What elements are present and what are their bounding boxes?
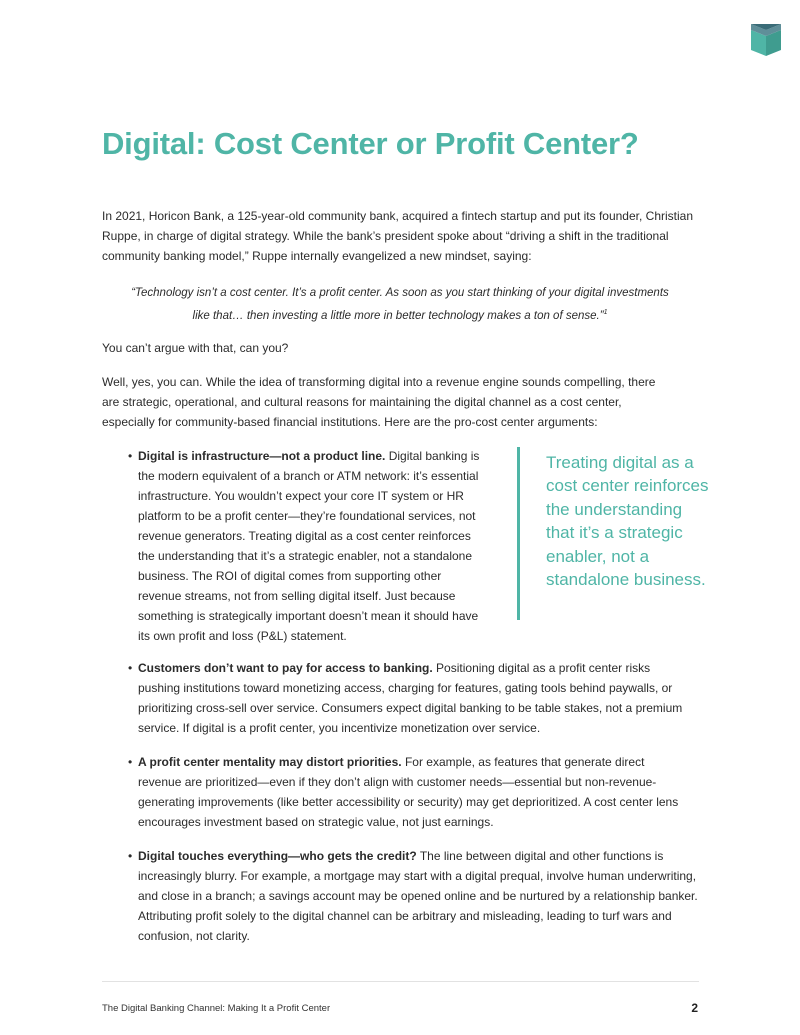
page-number: 2 <box>691 1001 698 1015</box>
bullet-dot: • <box>128 661 133 675</box>
footer-divider <box>102 981 699 982</box>
bullet-text: For example, as features that generate direct revenue are prioritized—even if they don’t align with customer needs—essential but non-revenue-generating improvements (like better accessibility or security) may get deprioritized. A cost center lens encourages investment based on strategic value, not just earnings. <box>138 755 679 829</box>
bullet-lead: Customers don’t want to pay for access to banking. <box>138 661 433 675</box>
footer-title: The Digital Banking Channel: Making It a Profit Center <box>102 1003 331 1014</box>
list-item <box>128 752 688 832</box>
question-paragraph: You can’t argue with that, can you? <box>102 341 289 355</box>
pull-quote <box>517 447 710 620</box>
bullet-lead: Digital is infrastructure—not a product line. <box>138 449 386 463</box>
list-item <box>128 658 688 738</box>
bullet-dot: • <box>128 449 133 463</box>
bullet-text: The line between digital and other functions is increasingly blurry. For example, a mortgage may start with a digital prequal, involve human underwriting, and close in a branch; a savings account may be opened online and be nurtured by a relationship banker. Attributing profit solely to the digital channel can be arbitrary and misleading, leading to turf wars and confusion, not clarity. <box>138 849 698 943</box>
bullet-lead: Digital touches everything—who gets the credit? <box>138 849 417 863</box>
intro-paragraph: In 2021, Horicon Bank, a 125-year-old community bank, acquired a fintech startup and put its founder, Christian Ruppe, in charge of digital strategy. While the bank’s president spoke about “driving a shift in the traditional community banking model,” Ruppe internally evangelized a new mindset, saying: <box>102 209 693 263</box>
bullet-dot: • <box>128 849 133 863</box>
pull-quote-text: Treating digital as a cost center reinforces the understanding that it’s a strategic enabler, not a standalone business. <box>546 453 709 590</box>
block-quote <box>130 283 670 326</box>
bullet-lead: A profit center mentality may distort priorities. <box>138 755 402 769</box>
bullet-dot: • <box>128 755 133 769</box>
list-item <box>128 446 480 646</box>
list-item <box>128 846 700 946</box>
footnote-marker: 1 <box>603 309 608 316</box>
page-title: Digital: Cost Center or Profit Center? <box>102 126 639 161</box>
answer-paragraph: Well, yes, you can. While the idea of transforming digital into a revenue engine sounds compelling, there are strategic, operational, and cultural reasons for maintaining the digital channel as a cost center, especially for community-based financial institutions. Here are the pro-cost center arguments: <box>102 375 656 429</box>
brand-logo-icon <box>751 24 781 56</box>
quote-text: “Technology isn’t a cost center. It’s a profit center. As soon as you start thinking of your digital investments like that… then investing a little more in better technology makes a ton of sense.” <box>131 287 669 322</box>
bullet-text: Positioning digital as a profit center risks pushing institutions toward monetizing access, charging for features, gating tools behind paywalls, or prioritizing cross-sell over service. Consumers expect digital banking to be table stakes, not a premium service. If digital is a profit center, you incentivize monetization over service. <box>138 661 683 735</box>
bullet-text: Digital banking is the modern equivalent of a branch or ATM network: it’s essential infrastructure. You wouldn’t expect your core IT system or HR platform to be a profit center—they’re foundational services, not revenue generators. Treating digital as a cost center reinforces the understanding that it’s a strategic enabler, not a standalone business. The ROI of digital comes from supporting other revenue streams, not from selling digital itself. Just because something is strategically important doesn’t mean it should have its own profit and loss (P&L) statement. <box>138 449 480 643</box>
